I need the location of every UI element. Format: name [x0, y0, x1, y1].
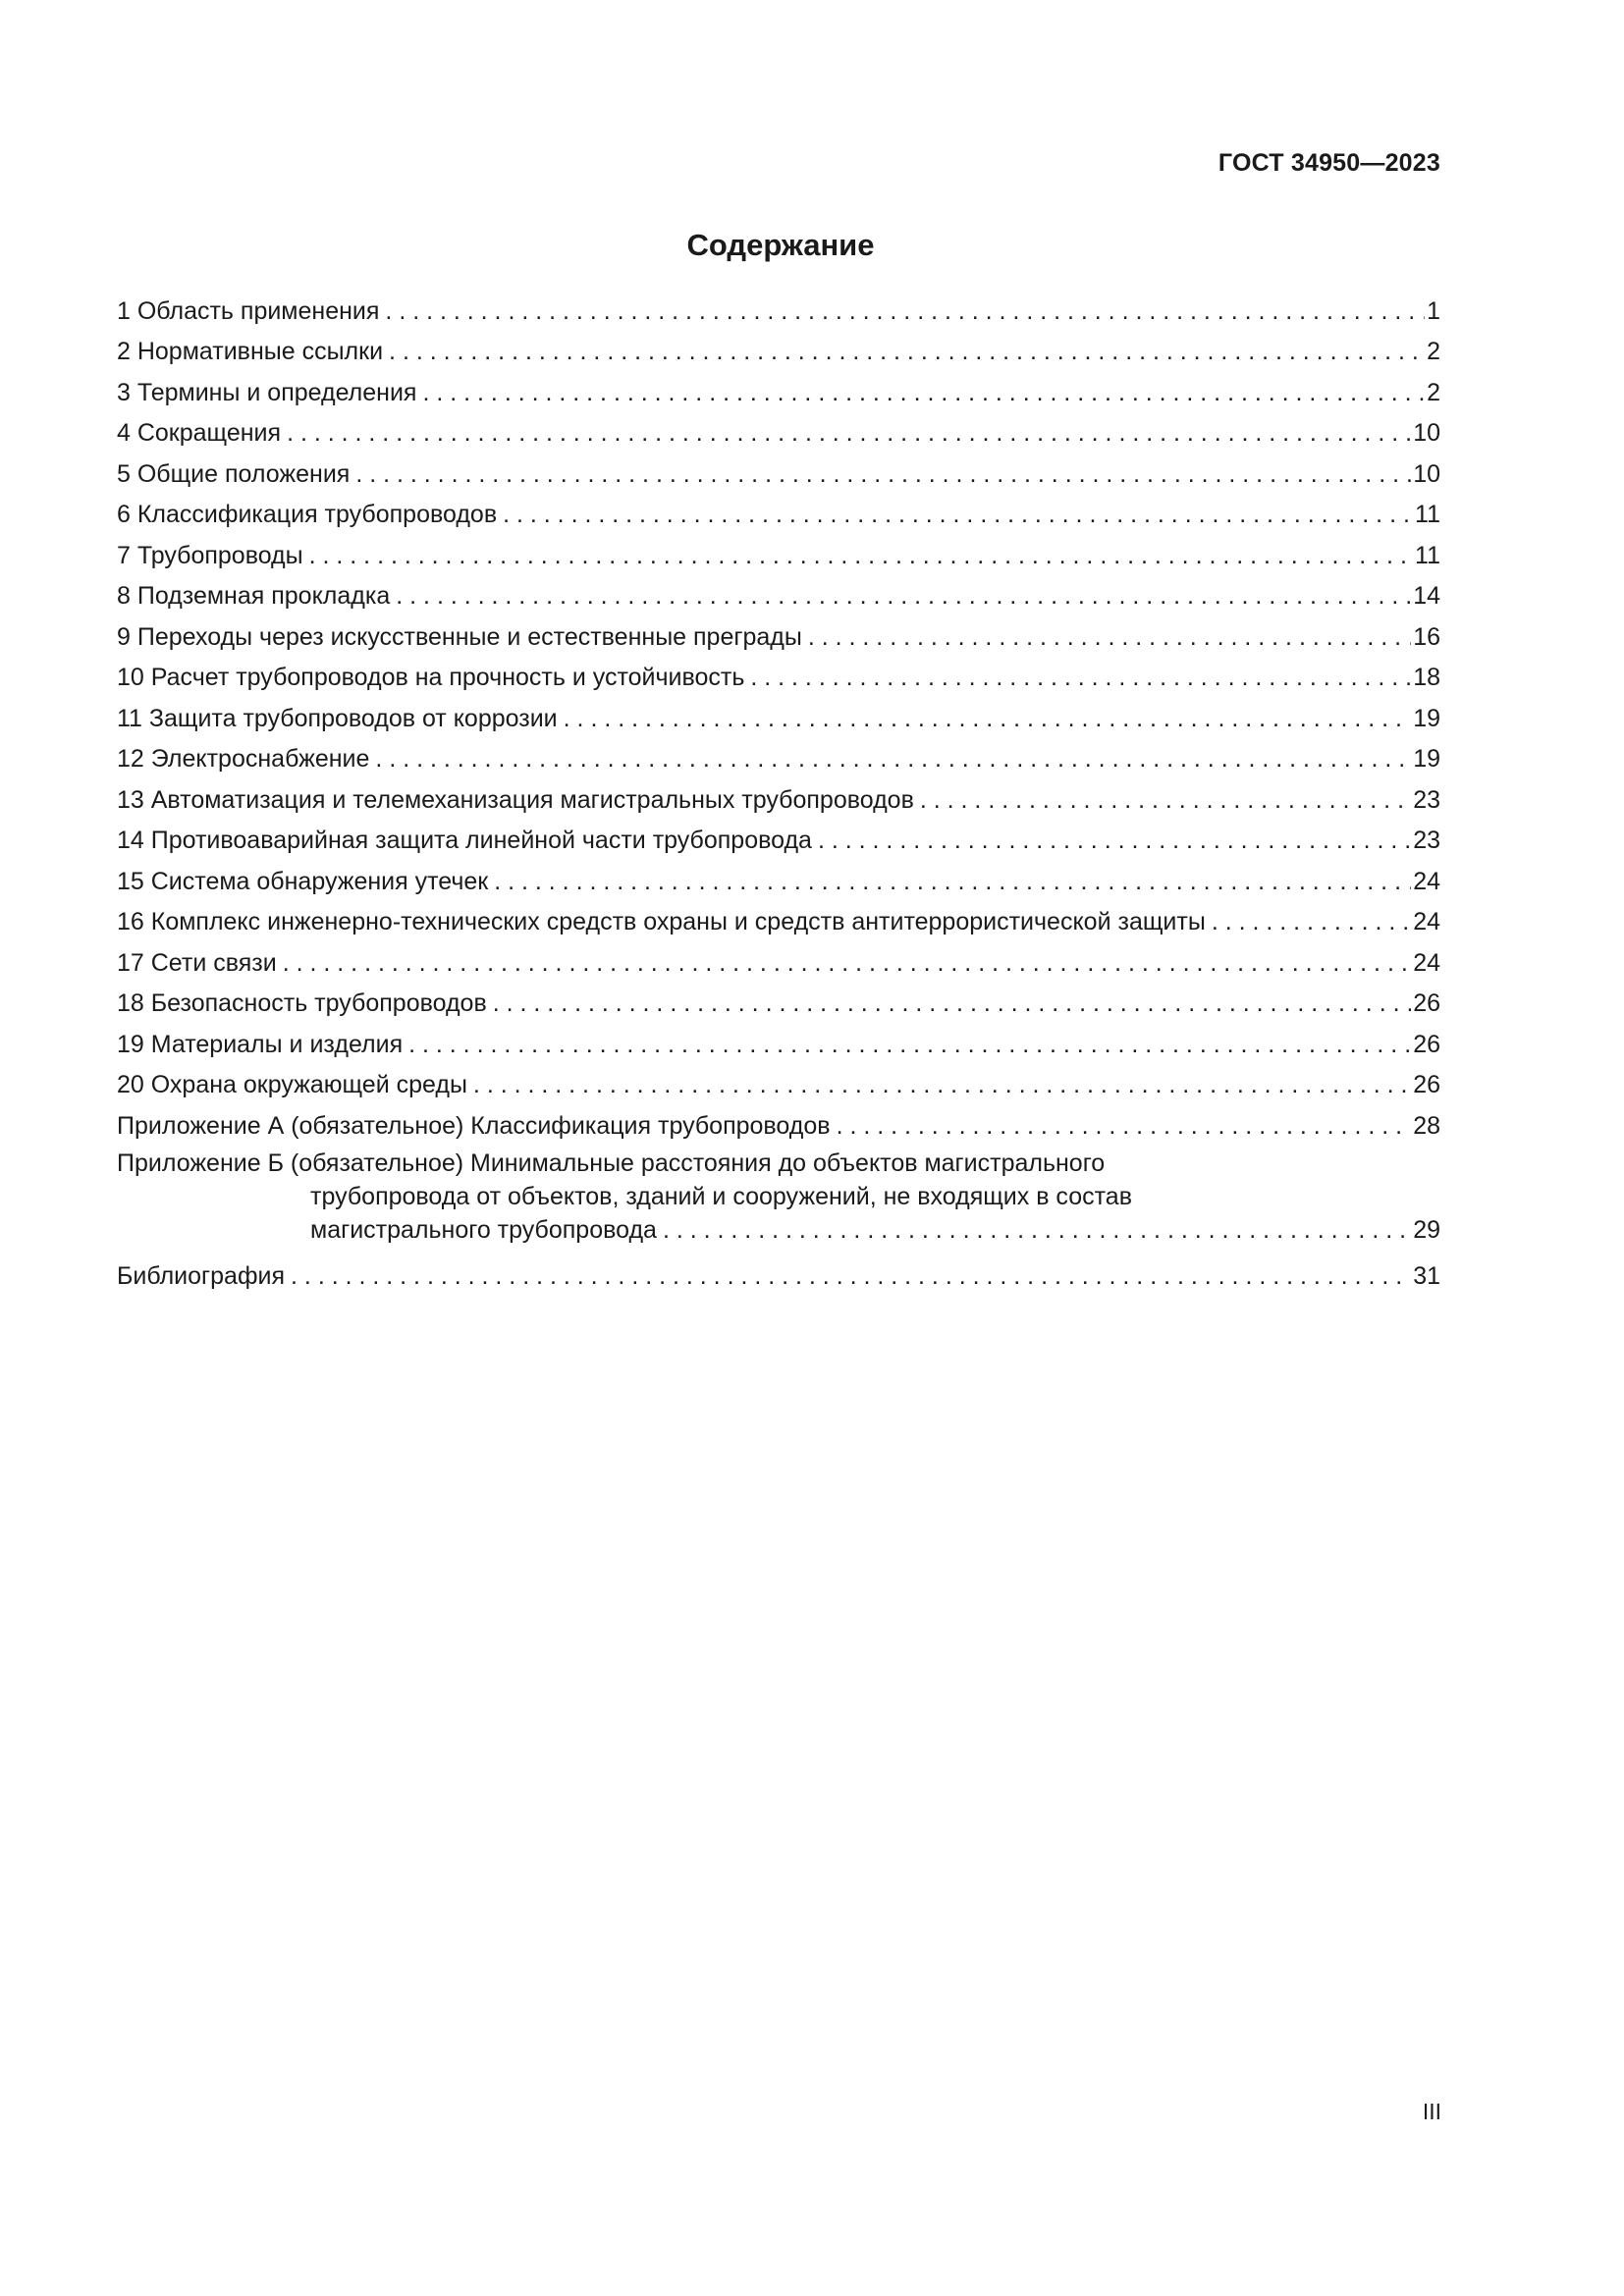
dot-leader [283, 948, 1411, 978]
toc-entry-label: 7 Трубопроводы [117, 541, 303, 569]
toc-entry[interactable] [117, 529, 1440, 570]
toc-title: Содержание [686, 228, 875, 262]
toc-entry-label: 16 Комплекс инженерно-технических средств охраны и средств антитеррористической защиты [117, 908, 1206, 935]
document-code: ГОСТ 34950—2023 [1218, 149, 1440, 177]
toc-entry-page: 23 [1413, 827, 1440, 854]
toc-entry-page: 10 [1413, 459, 1440, 488]
toc-entry[interactable] [117, 570, 1440, 612]
toc-entry-page: 29 [1413, 1215, 1440, 1244]
toc-entry-label: 18 Безопасность трубопроводов [117, 989, 487, 1017]
toc-entry[interactable] [117, 896, 1440, 937]
toc-entries [117, 285, 1440, 1141]
toc-entry-page: 14 [1413, 582, 1440, 610]
dot-leader [564, 704, 1412, 733]
toc-entry-label: 19 Материалы и изделия [117, 1030, 404, 1058]
dot-leader [408, 1030, 1411, 1059]
toc-entry-label-continued: трубопровода от объектов, зданий и сооружений, не входящих в состав [310, 1182, 1132, 1210]
toc-entry-label: 13 Автоматизация и телемеханизация магистральных трубопроводов [117, 785, 914, 814]
toc-entry-label: Приложение Б (обязательное) Минимальные расстояния до объектов магистрального [117, 1148, 1106, 1177]
toc-entry[interactable] [117, 407, 1440, 449]
toc-entry-page: 19 [1413, 704, 1440, 732]
toc-entry[interactable] [117, 448, 1440, 489]
toc-entry-label: 8 Подземная прокладка [117, 582, 391, 610]
dot-leader [837, 1111, 1412, 1141]
table-of-contents [117, 285, 1440, 1291]
toc-entry-page: 23 [1413, 785, 1440, 814]
toc-entry-label: 15 Система обнаружения утечек [117, 867, 489, 895]
dot-leader [309, 541, 1413, 570]
toc-entry-page: 28 [1413, 1111, 1440, 1140]
toc-entry-label: 11 Защита трубопроводов от коррозии [117, 704, 558, 732]
toc-entry-page: 24 [1413, 948, 1440, 977]
dot-leader [375, 744, 1411, 774]
toc-entry-page: 26 [1413, 989, 1440, 1017]
dot-leader [920, 785, 1411, 815]
toc-entry-label: 5 Общие положения [117, 459, 351, 488]
toc-entry-page: 24 [1413, 867, 1440, 895]
toc-entry[interactable] [117, 489, 1440, 530]
toc-entry-label: 9 Переходы через искусственные и естественные преграды [117, 622, 802, 651]
toc-entry[interactable] [117, 692, 1440, 733]
toc-entry-page: 10 [1413, 419, 1440, 447]
dot-leader [808, 622, 1411, 652]
toc-entry[interactable] [117, 815, 1440, 856]
dot-leader [493, 988, 1411, 1018]
toc-entry-bibliography[interactable] [117, 1251, 1440, 1292]
toc-entry-page: 31 [1413, 1262, 1440, 1290]
toc-entry[interactable] [117, 1059, 1440, 1100]
toc-entry-page: 11 [1415, 501, 1440, 528]
toc-entry[interactable] [117, 326, 1440, 367]
toc-entry[interactable] [117, 774, 1440, 815]
toc-entry[interactable] [117, 1099, 1440, 1141]
toc-entry-label: 1 Область применения [117, 296, 380, 325]
toc-entry-page: 26 [1413, 1030, 1440, 1058]
toc-entry-label-continued: магистрального трубопровода [310, 1215, 657, 1244]
dot-leader [494, 867, 1411, 896]
toc-entry-appendix-b[interactable] [117, 1147, 1440, 1247]
dot-leader [473, 1070, 1411, 1099]
dot-leader [422, 378, 1425, 407]
page-number: III [1422, 2099, 1441, 2124]
dot-leader [385, 296, 1425, 326]
toc-entry-label: 20 Охрана окружающей среды [117, 1071, 467, 1098]
toc-entry[interactable] [117, 285, 1440, 326]
toc-entry[interactable] [117, 855, 1440, 896]
dot-leader [750, 663, 1411, 692]
toc-entry[interactable] [117, 733, 1440, 774]
dot-leader [818, 826, 1411, 855]
toc-entry-label: 17 Сети связи [117, 948, 277, 977]
toc-entry-label: Библиография [117, 1262, 286, 1290]
toc-entry-label: 14 Противоаварийная защита линейной части трубопровода [117, 827, 812, 854]
toc-entry[interactable] [117, 652, 1440, 693]
toc-entry-page: 24 [1413, 908, 1440, 935]
dot-leader [287, 418, 1411, 448]
toc-entry[interactable] [117, 936, 1440, 978]
toc-entry-label: 10 Расчет трубопроводов на прочность и устойчивость [117, 664, 745, 691]
dot-leader [355, 459, 1411, 489]
toc-entry[interactable] [117, 1018, 1440, 1059]
toc-entry[interactable] [117, 366, 1440, 407]
toc-entry-page: 1 [1427, 296, 1440, 325]
toc-entry-label: 2 Нормативные ссылки [117, 338, 384, 365]
dot-leader [503, 500, 1413, 529]
dot-leader [663, 1213, 1411, 1247]
dot-leader [389, 337, 1425, 366]
toc-entry-page: 26 [1413, 1071, 1440, 1098]
toc-entry-page: 16 [1413, 622, 1440, 651]
toc-entry-label: 12 Электроснабжение [117, 745, 370, 773]
dot-leader [396, 581, 1411, 611]
toc-entry-page: 11 [1415, 541, 1440, 569]
toc-entry-label: 4 Сокращения [117, 419, 282, 447]
toc-entry-label: 3 Термины и определения [117, 378, 417, 406]
toc-entry-label: 6 Классификация трубопроводов [117, 501, 498, 528]
dot-leader [1212, 907, 1411, 936]
toc-entry-page: 18 [1413, 664, 1440, 691]
toc-entry[interactable] [117, 611, 1440, 652]
toc-entry-label: Приложение А (обязательное) Классификация трубопроводов [117, 1111, 831, 1140]
dot-leader [291, 1261, 1411, 1291]
toc-entry-page: 2 [1427, 378, 1440, 406]
toc-entry[interactable] [117, 978, 1440, 1019]
toc-entry-page: 2 [1427, 338, 1440, 365]
toc-entry-page: 19 [1413, 745, 1440, 773]
